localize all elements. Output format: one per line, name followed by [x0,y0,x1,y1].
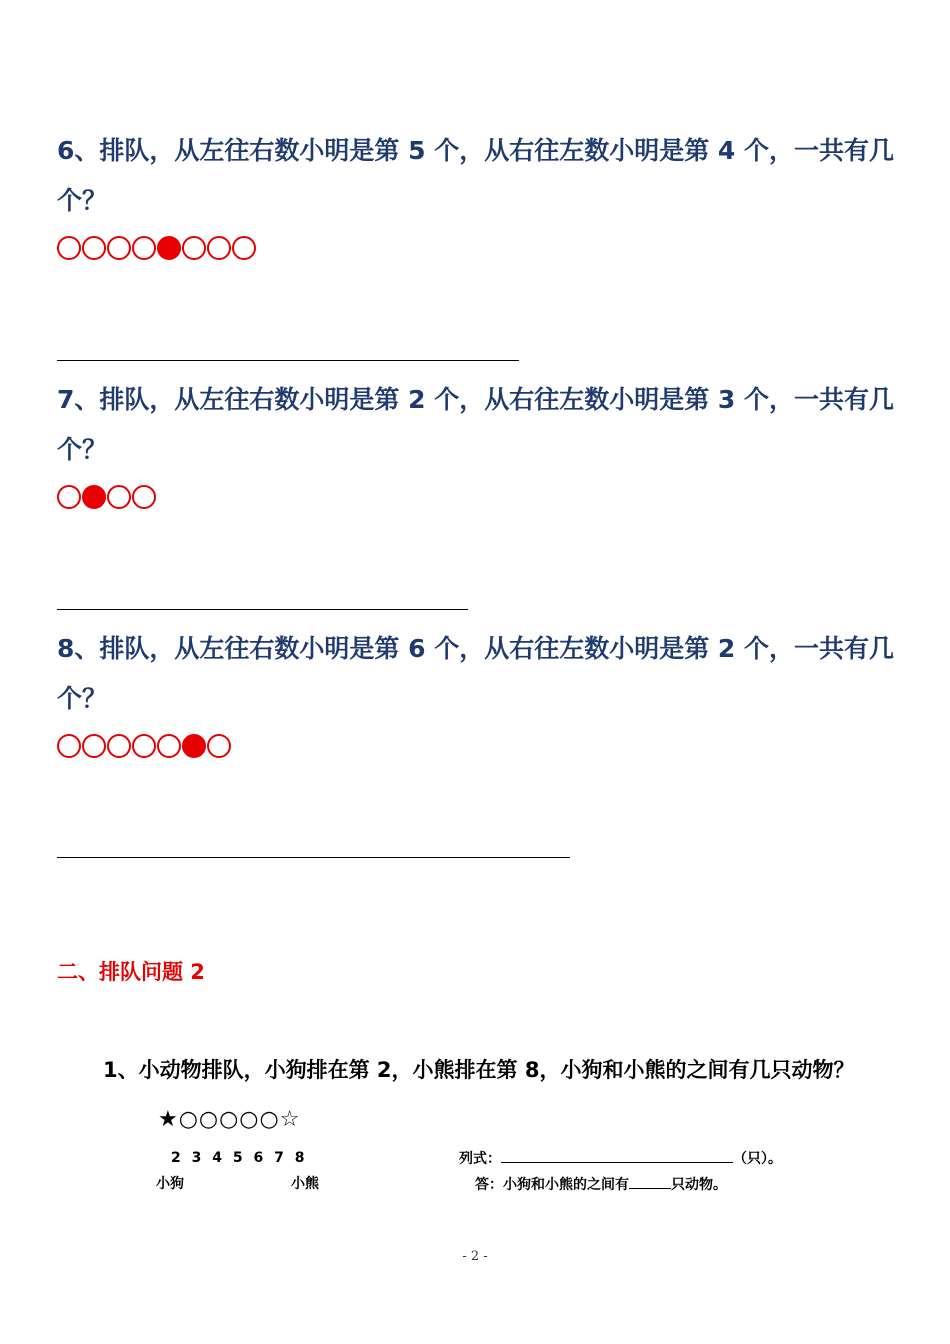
answer-suffix: 只动物。 [671,1177,727,1193]
question-6-answer-line [57,360,519,361]
label-dog: 小狗 [156,1176,184,1192]
person-circle [57,734,81,758]
question-7-circles [57,485,156,511]
person-circle [132,485,156,509]
xiaoming-filled-circle [82,485,106,509]
position-numbers: 2 3 4 5 6 7 8 [171,1150,305,1166]
question-8-line-1: 8、排队，从左往右数小明是第 6 个，从右往左数小明是第 2 个，一共有几 [57,634,895,663]
formula-row [459,1148,782,1169]
person-circle [207,236,231,260]
person-circle [57,485,81,509]
person-circle [82,236,106,260]
formula-unit: （只）。 [733,1151,782,1167]
question-6-line-2: 个？ [57,186,108,215]
person-circle [132,236,156,260]
animal-symbols-row: ★○○○○○☆ [158,1107,301,1132]
xiaoming-filled-circle [182,734,206,758]
person-circle [107,236,131,260]
person-circle [207,734,231,758]
question-6-circles [57,236,256,262]
answer-blank[interactable] [629,1174,671,1189]
question-8-line-2: 个？ [57,684,108,713]
person-circle [82,734,106,758]
label-bear: 小熊 [291,1176,319,1192]
person-circle [107,485,131,509]
section-2-question-1: 1、小动物排队，小狗排在第 2，小熊排在第 8，小狗和小熊的之间有几只动物？ [103,1058,855,1082]
question-7-line-1: 7、排队，从左往右数小明是第 2 个，从右往左数小明是第 3 个，一共有几 [57,385,895,414]
section-2-title: 二、排队问题 2 [57,960,205,984]
person-circle [182,236,206,260]
question-8-answer-line [57,857,570,858]
answer-prefix: 答：小狗和小熊的之间有 [475,1177,629,1193]
person-circle [57,236,81,260]
person-circle [157,734,181,758]
formula-blank[interactable] [501,1148,733,1163]
person-circle [132,734,156,758]
question-8-circles [57,734,231,760]
page-number: - 2 - [462,1249,488,1264]
answer-row [475,1174,727,1195]
formula-label: 列式： [459,1151,501,1167]
xiaoming-filled-circle [157,236,181,260]
person-circle [107,734,131,758]
question-6-line-1: 6、排队，从左往右数小明是第 5 个，从右往左数小明是第 4 个，一共有几 [57,136,895,165]
person-circle [232,236,256,260]
question-7-answer-line [57,609,468,610]
question-7-line-2: 个？ [57,435,108,464]
